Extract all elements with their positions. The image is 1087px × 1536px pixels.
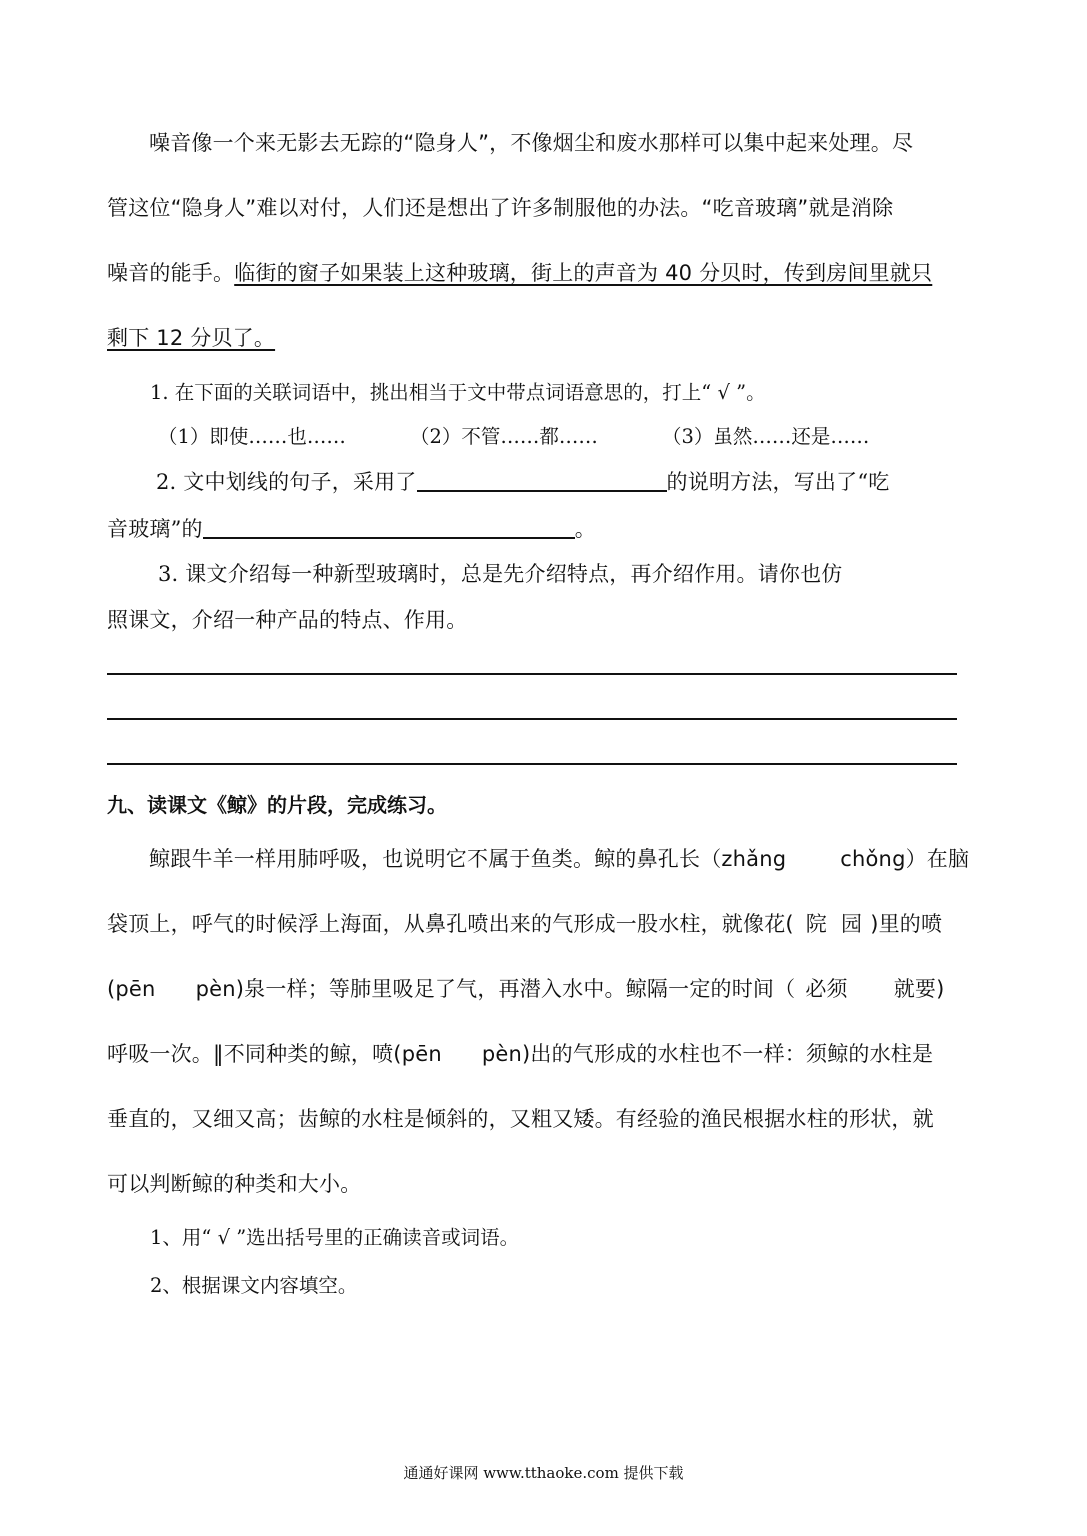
passage1-text-1: 噪音像一个来无影去无踪的“隐身人”，不像烟尘和废水那样可以集中起来处理。尽 [149, 131, 914, 155]
section9-heading-text: 九、读课文《鲸》的片段，完成练习。 [107, 793, 447, 817]
question3-line2 [107, 604, 957, 634]
question2-period: 。 [574, 517, 596, 541]
answer-line-2[interactable] [107, 718, 957, 720]
section9-heading [107, 789, 957, 818]
section9-line1 [107, 843, 970, 873]
section9-text-4a: 呼吸一次。‖不同种类的鲸，喷(pēn [107, 1042, 442, 1066]
question1-options [158, 421, 1008, 449]
section9-text-1b: chǒng）在脑 [840, 847, 970, 871]
choice-pen-1[interactable]: (pēn [107, 977, 156, 1001]
section9-question1 [150, 1222, 1000, 1250]
answer-line-1[interactable] [107, 673, 957, 675]
section9-text-5: 垂直的，又细又高；齿鲸的水柱是倾斜的，又粗又矮。有经验的渔民根据水柱的形状，就 [107, 1107, 934, 1131]
section9-line5 [107, 1103, 957, 1133]
choice-yuan-1[interactable]: 院 [805, 912, 827, 936]
footer-text: 通通好课网 www.tthaoke.com 提供下载 [403, 1464, 684, 1482]
option-2: （2）不管……都…… [410, 425, 598, 448]
question2-line1 [156, 466, 1006, 496]
question3-line1 [158, 558, 1008, 588]
underlined-sentence-part2: 剩下 12 分贝了。 [107, 326, 276, 350]
choice-jiuyao[interactable]: 就要) [893, 977, 945, 1001]
section9-text-2a: 袋顶上，呼气的时候浮上海面，从鼻孔喷出来的气形成一股水柱，就像花( [107, 912, 794, 936]
question3-text-2: 照课文，介绍一种产品的特点、作用。 [107, 608, 468, 632]
page-footer [0, 1462, 1087, 1483]
section9-question2-text: 2、根据课文内容填空。 [150, 1274, 358, 1297]
section9-text-2d: )里的喷 [870, 912, 943, 936]
section9-question1-text: 1、用“ √ ”选出括号里的正确读音或词语。 [150, 1226, 520, 1249]
section9-line6 [107, 1168, 957, 1198]
option-3: （3）虽然……还是…… [662, 425, 870, 448]
section9-line4 [107, 1038, 957, 1068]
choice-yuan-2[interactable]: 园 [841, 912, 863, 936]
section9-text-6: 可以判断鲸的种类和大小。 [107, 1172, 362, 1196]
passage1-line4 [107, 322, 957, 352]
question3-text-1: 3. 课文介绍每一种新型玻璃时，总是先介绍特点，再介绍作用。请你也仿 [158, 562, 843, 586]
section9-text-3b: pèn)泉一样；等肺里吸足了气，再潜入水中。鲸隔一定的时间（ [195, 977, 796, 1001]
section9-line3 [107, 973, 957, 1003]
passage1-line2 [107, 192, 957, 222]
question2-text-b: 的说明方法，写出了“吃 [666, 470, 890, 494]
passage1-line3 [107, 257, 957, 287]
answer-line-3[interactable] [107, 763, 957, 765]
underlined-sentence-part1: 临街的窗子如果装上这种玻璃，街上的声音为 40 分贝时，传到房间里就只 [234, 261, 933, 285]
choice-bixu[interactable]: 必须 [805, 977, 848, 1001]
answer-blank-method[interactable] [417, 472, 667, 492]
question2-text-c: 音玻璃”的 [107, 517, 203, 541]
question2-text-a: 2. 文中划线的句子，采用了 [156, 470, 417, 494]
section9-question2 [150, 1270, 1000, 1298]
question1-text: 1. 在下面的关联词语中，挑出相当于文中带点词语意思的，打上“ √ ”。 [150, 381, 766, 404]
passage1-text-3: 噪音的能手。 [107, 261, 235, 285]
passage1-text-2: 管这位“隐身人”难以对付，人们还是想出了许多制服他的办法。“吃音玻璃”就是消除 [107, 196, 894, 220]
passage1-line1 [107, 127, 957, 157]
option-1: （1）即使……也…… [158, 425, 346, 448]
question2-line2 [107, 513, 957, 543]
section9-text-4b: pèn)出的气形成的水柱也不一样：须鲸的水柱是 [481, 1042, 934, 1066]
section9-text-1a: 鲸跟牛羊一样用肺呼吸，也说明它不属于鱼类。鲸的鼻孔长（zhǎng [149, 847, 787, 871]
question1 [150, 377, 1000, 405]
section9-line2 [107, 908, 957, 938]
answer-blank-feature[interactable] [203, 519, 575, 539]
